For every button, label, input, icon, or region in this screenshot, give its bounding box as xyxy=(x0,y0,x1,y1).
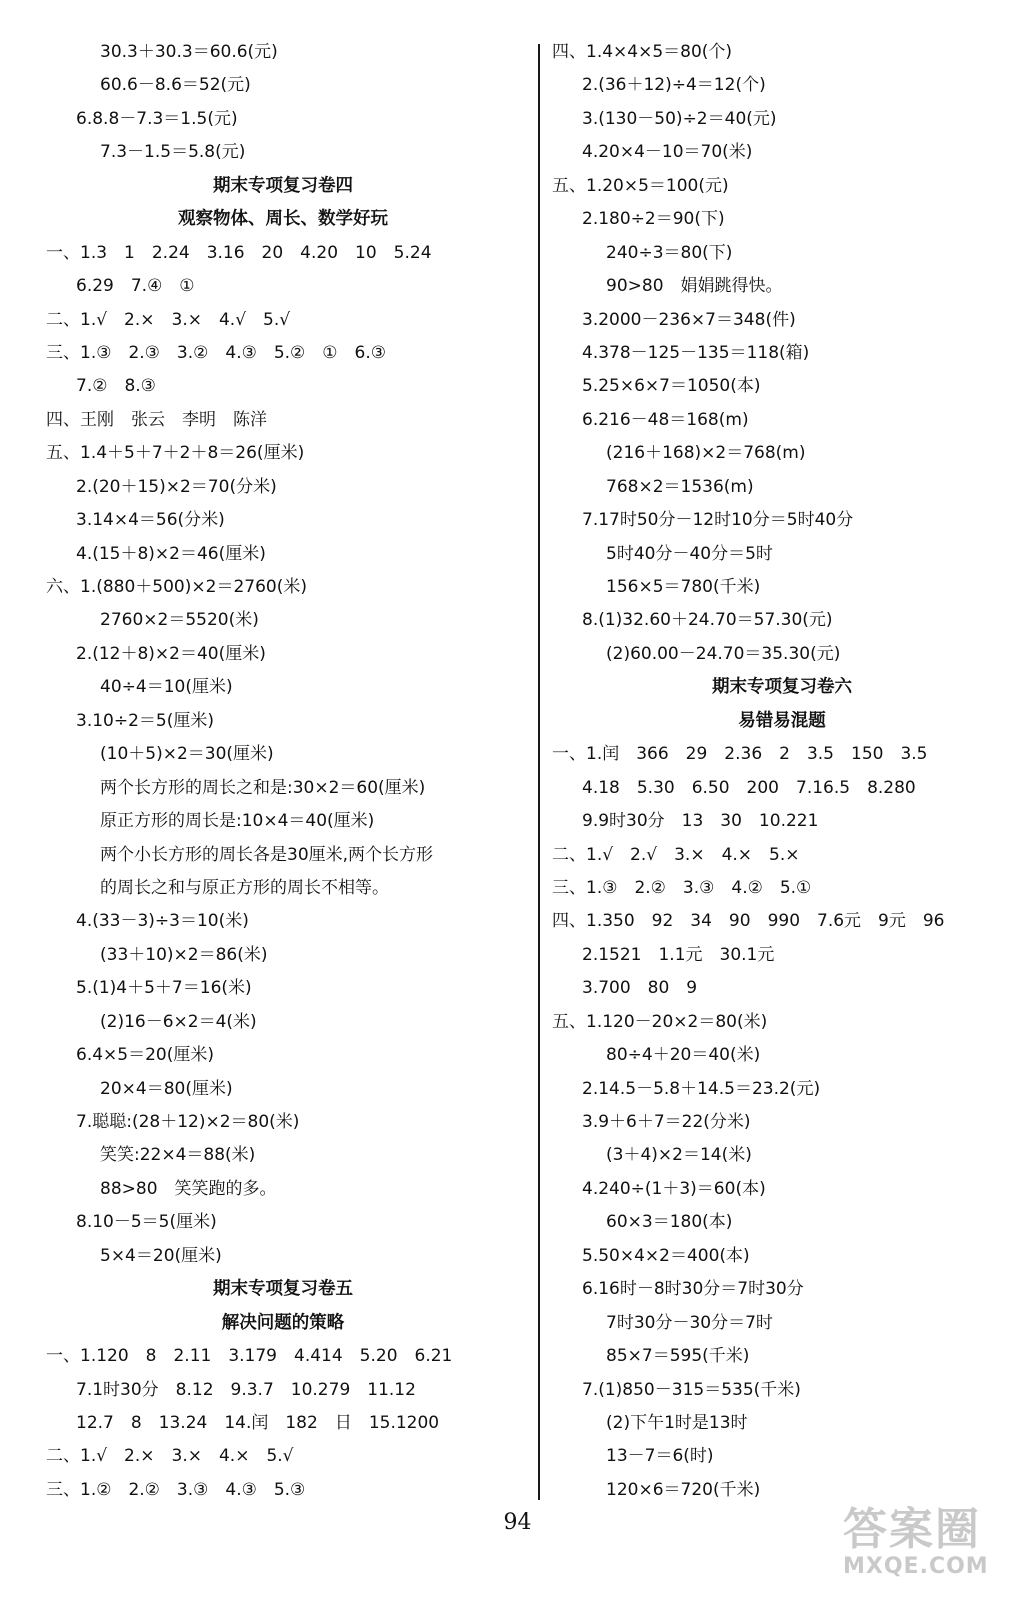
answer-line: 一、1.3 1 2.24 3.16 20 4.20 10 5.24 xyxy=(46,242,432,263)
answer-line: (216＋168)×2＝768(m) xyxy=(606,443,806,464)
answer-line: 一、1.120 8 2.11 3.179 4.414 5.20 6.21 xyxy=(46,1346,453,1367)
answer-line: 5.50×4×2＝400(本) xyxy=(582,1245,750,1266)
answer-line: 四、1.4×4×5＝80(个) xyxy=(552,42,733,62)
answer-line: 五、1.20×5＝100(元) xyxy=(552,175,729,196)
left-column xyxy=(46,36,520,1507)
answer-line: 2.14.5－5.8＋14.5＝23.2(元) xyxy=(582,1078,821,1099)
answer-line: 2.(20＋15)×2＝70(分米) xyxy=(76,476,277,497)
watermark-logo xyxy=(843,1506,1013,1582)
answer-line: 3.10÷2＝5(厘米) xyxy=(76,710,214,731)
answer-line: 4.378－125－135＝118(箱) xyxy=(582,342,810,363)
right-column xyxy=(552,36,1012,1507)
answer-line: 8.10－5＝5(厘米) xyxy=(76,1212,217,1233)
answer-line: 7.聪聪:(28＋12)×2＝80(米) xyxy=(76,1112,300,1132)
answer-line: 六、1.(880＋500)×2＝2760(米) xyxy=(46,577,307,597)
section-heading: 观察物体、周长、数学好玩 xyxy=(178,209,388,230)
answer-line: 四、王刚 张云 李明 陈洋 xyxy=(46,409,267,430)
answer-line: 两个小长方形的周长各是30厘米,两个长方形 xyxy=(100,844,434,865)
answer-line: 156×5＝780(千米) xyxy=(606,577,761,597)
answer-line: 2.1521 1.1元 30.1元 xyxy=(582,944,775,965)
answer-line: (2)60.00－24.70＝35.30(元) xyxy=(606,643,841,664)
section-heading: 期末专项复习卷四 xyxy=(213,175,353,196)
answer-line: 6.8.8－7.3＝1.5(元) xyxy=(76,108,238,129)
answer-line: 88>80 笑笑跑的多。 xyxy=(100,1178,277,1199)
answer-line: 二、1.√ 2.× 3.× 4.√ 5.√ xyxy=(46,309,291,330)
answer-line: 的周长之和与原正方形的周长不相等。 xyxy=(100,877,389,898)
answer-line: 90>80 娟娟跳得快。 xyxy=(606,276,783,297)
answer-line: 6.4×5＝20(厘米) xyxy=(76,1045,214,1066)
answer-line: 768×2＝1536(m) xyxy=(606,476,754,497)
answer-line: 120×6＝720(千米) xyxy=(606,1479,761,1500)
answer-line: 三、1.③ 2.② 3.③ 4.② 5.① xyxy=(552,877,812,898)
answer-line: 13－7＝6(时) xyxy=(606,1446,714,1467)
answer-line: 笑笑:22×4＝88(米) xyxy=(100,1145,256,1166)
answer-line: (3＋4)×2＝14(米) xyxy=(606,1145,752,1166)
answer-line: (2)下午1时是13时 xyxy=(606,1412,748,1433)
answer-line: 3.14×4＝56(分米) xyxy=(76,510,225,531)
answer-line: 5.(1)4＋5＋7＝16(米) xyxy=(76,978,252,999)
answer-line: 7.1时30分 8.12 9.3.7 10.279 11.12 xyxy=(76,1379,416,1400)
answer-line: 7.② 8.③ xyxy=(76,376,156,397)
section-heading: 易错易混题 xyxy=(738,710,826,731)
section-heading: 期末专项复习卷五 xyxy=(213,1279,353,1300)
answer-line: 五、1.4＋5＋7＋2＋8＝26(厘米) xyxy=(46,443,305,464)
answer-line: 二、1.√ 2.√ 3.× 4.× 5.× xyxy=(552,844,800,865)
answer-line: 四、1.350 92 34 90 990 7.6元 9元 96 xyxy=(552,911,945,932)
answer-line: 4.18 5.30 6.50 200 7.16.5 8.280 xyxy=(582,777,916,798)
answer-line: 三、1.③ 2.③ 3.② 4.③ 5.② ① 6.③ xyxy=(46,342,386,363)
answer-line: 7.3－1.5＝5.8(元) xyxy=(100,142,246,163)
answer-line: 6.16时－8时30分＝7时30分 xyxy=(582,1279,804,1300)
answer-line: 7时30分－30分＝7时 xyxy=(606,1312,773,1333)
answer-line: 60.6－8.6＝52(元) xyxy=(100,75,251,96)
answer-line: 12.7 8 13.24 14.闰 182 日 15.1200 xyxy=(76,1412,440,1433)
watermark-mark: 答案圈 xyxy=(843,1504,981,1555)
answer-line: 一、1.闰 366 29 2.36 2 3.5 150 3.5 xyxy=(552,744,928,765)
section-heading: 解决问题的策略 xyxy=(221,1312,345,1333)
answer-line: 三、1.② 2.② 3.③ 4.③ 5.③ xyxy=(46,1479,306,1500)
answer-line: 20×4＝80(厘米) xyxy=(100,1078,233,1099)
answer-line: 9.9时30分 13 30 10.221 xyxy=(582,811,819,832)
answer-line: 30.3＋30.3＝60.6(元) xyxy=(100,42,278,62)
answer-line: 3.(130－50)÷2＝40(元) xyxy=(582,108,777,129)
answer-line: 3.700 80 9 xyxy=(582,978,698,999)
answer-line: 4.(15＋8)×2＝46(厘米) xyxy=(76,543,266,564)
answer-line: 40÷4＝10(厘米) xyxy=(100,677,233,698)
answer-line: 60×3＝180(本) xyxy=(606,1212,733,1233)
answer-line: 8.(1)32.60＋24.70＝57.30(元) xyxy=(582,610,833,631)
answer-line: 2.180÷2＝90(下) xyxy=(582,209,725,230)
page-number: 94 xyxy=(503,1510,532,1535)
answer-line: 6.216－48＝168(m) xyxy=(582,409,749,430)
answer-line: 5时40分－40分＝5时 xyxy=(606,543,773,564)
answer-line: 85×7＝595(千米) xyxy=(606,1346,750,1367)
answer-line: 5.25×6×7＝1050(本) xyxy=(582,376,761,397)
answer-line: 4.(33－3)÷3＝10(米) xyxy=(76,911,249,932)
answer-line: 2.(36＋12)÷4＝12(个) xyxy=(582,75,766,96)
answer-line: 原正方形的周长是:10×4＝40(厘米) xyxy=(100,811,375,832)
answer-line: 3.9＋6＋7＝22(分米) xyxy=(582,1112,751,1132)
answer-line: 4.240÷(1＋3)＝60(本) xyxy=(582,1178,766,1199)
answer-line: 4.20×4－10＝70(米) xyxy=(582,142,753,163)
answer-line: (33＋10)×2＝86(米) xyxy=(100,944,268,965)
answer-line: (2)16－6×2＝4(米) xyxy=(100,1011,257,1032)
column-divider xyxy=(538,44,540,1500)
answer-line: 80÷4＋20＝40(米) xyxy=(606,1045,761,1066)
answer-line: 6.29 7.④ ① xyxy=(76,276,195,297)
answer-line: (10＋5)×2＝30(厘米) xyxy=(100,744,274,765)
watermark-url: MXQE.COM xyxy=(843,1554,989,1579)
answer-line: 5×4＝20(厘米) xyxy=(100,1245,222,1266)
answer-line: 五、1.120－20×2＝80(米) xyxy=(552,1011,768,1032)
answer-line: 3.2000－236×7＝348(件) xyxy=(582,309,796,330)
answer-line: 两个长方形的周长之和是:30×2＝60(厘米) xyxy=(100,777,426,798)
answer-line: 7.17时50分－12时10分＝5时40分 xyxy=(582,510,854,531)
answer-line: 二、1.√ 2.× 3.× 4.× 5.√ xyxy=(46,1446,294,1467)
answer-line: 7.(1)850－315＝535(千米) xyxy=(582,1379,801,1400)
section-heading: 期末专项复习卷六 xyxy=(712,677,852,698)
answer-line: 2760×2＝5520(米) xyxy=(100,610,259,631)
answer-line: 240÷3＝80(下) xyxy=(606,242,733,263)
answer-line: 2.(12＋8)×2＝40(厘米) xyxy=(76,643,266,664)
